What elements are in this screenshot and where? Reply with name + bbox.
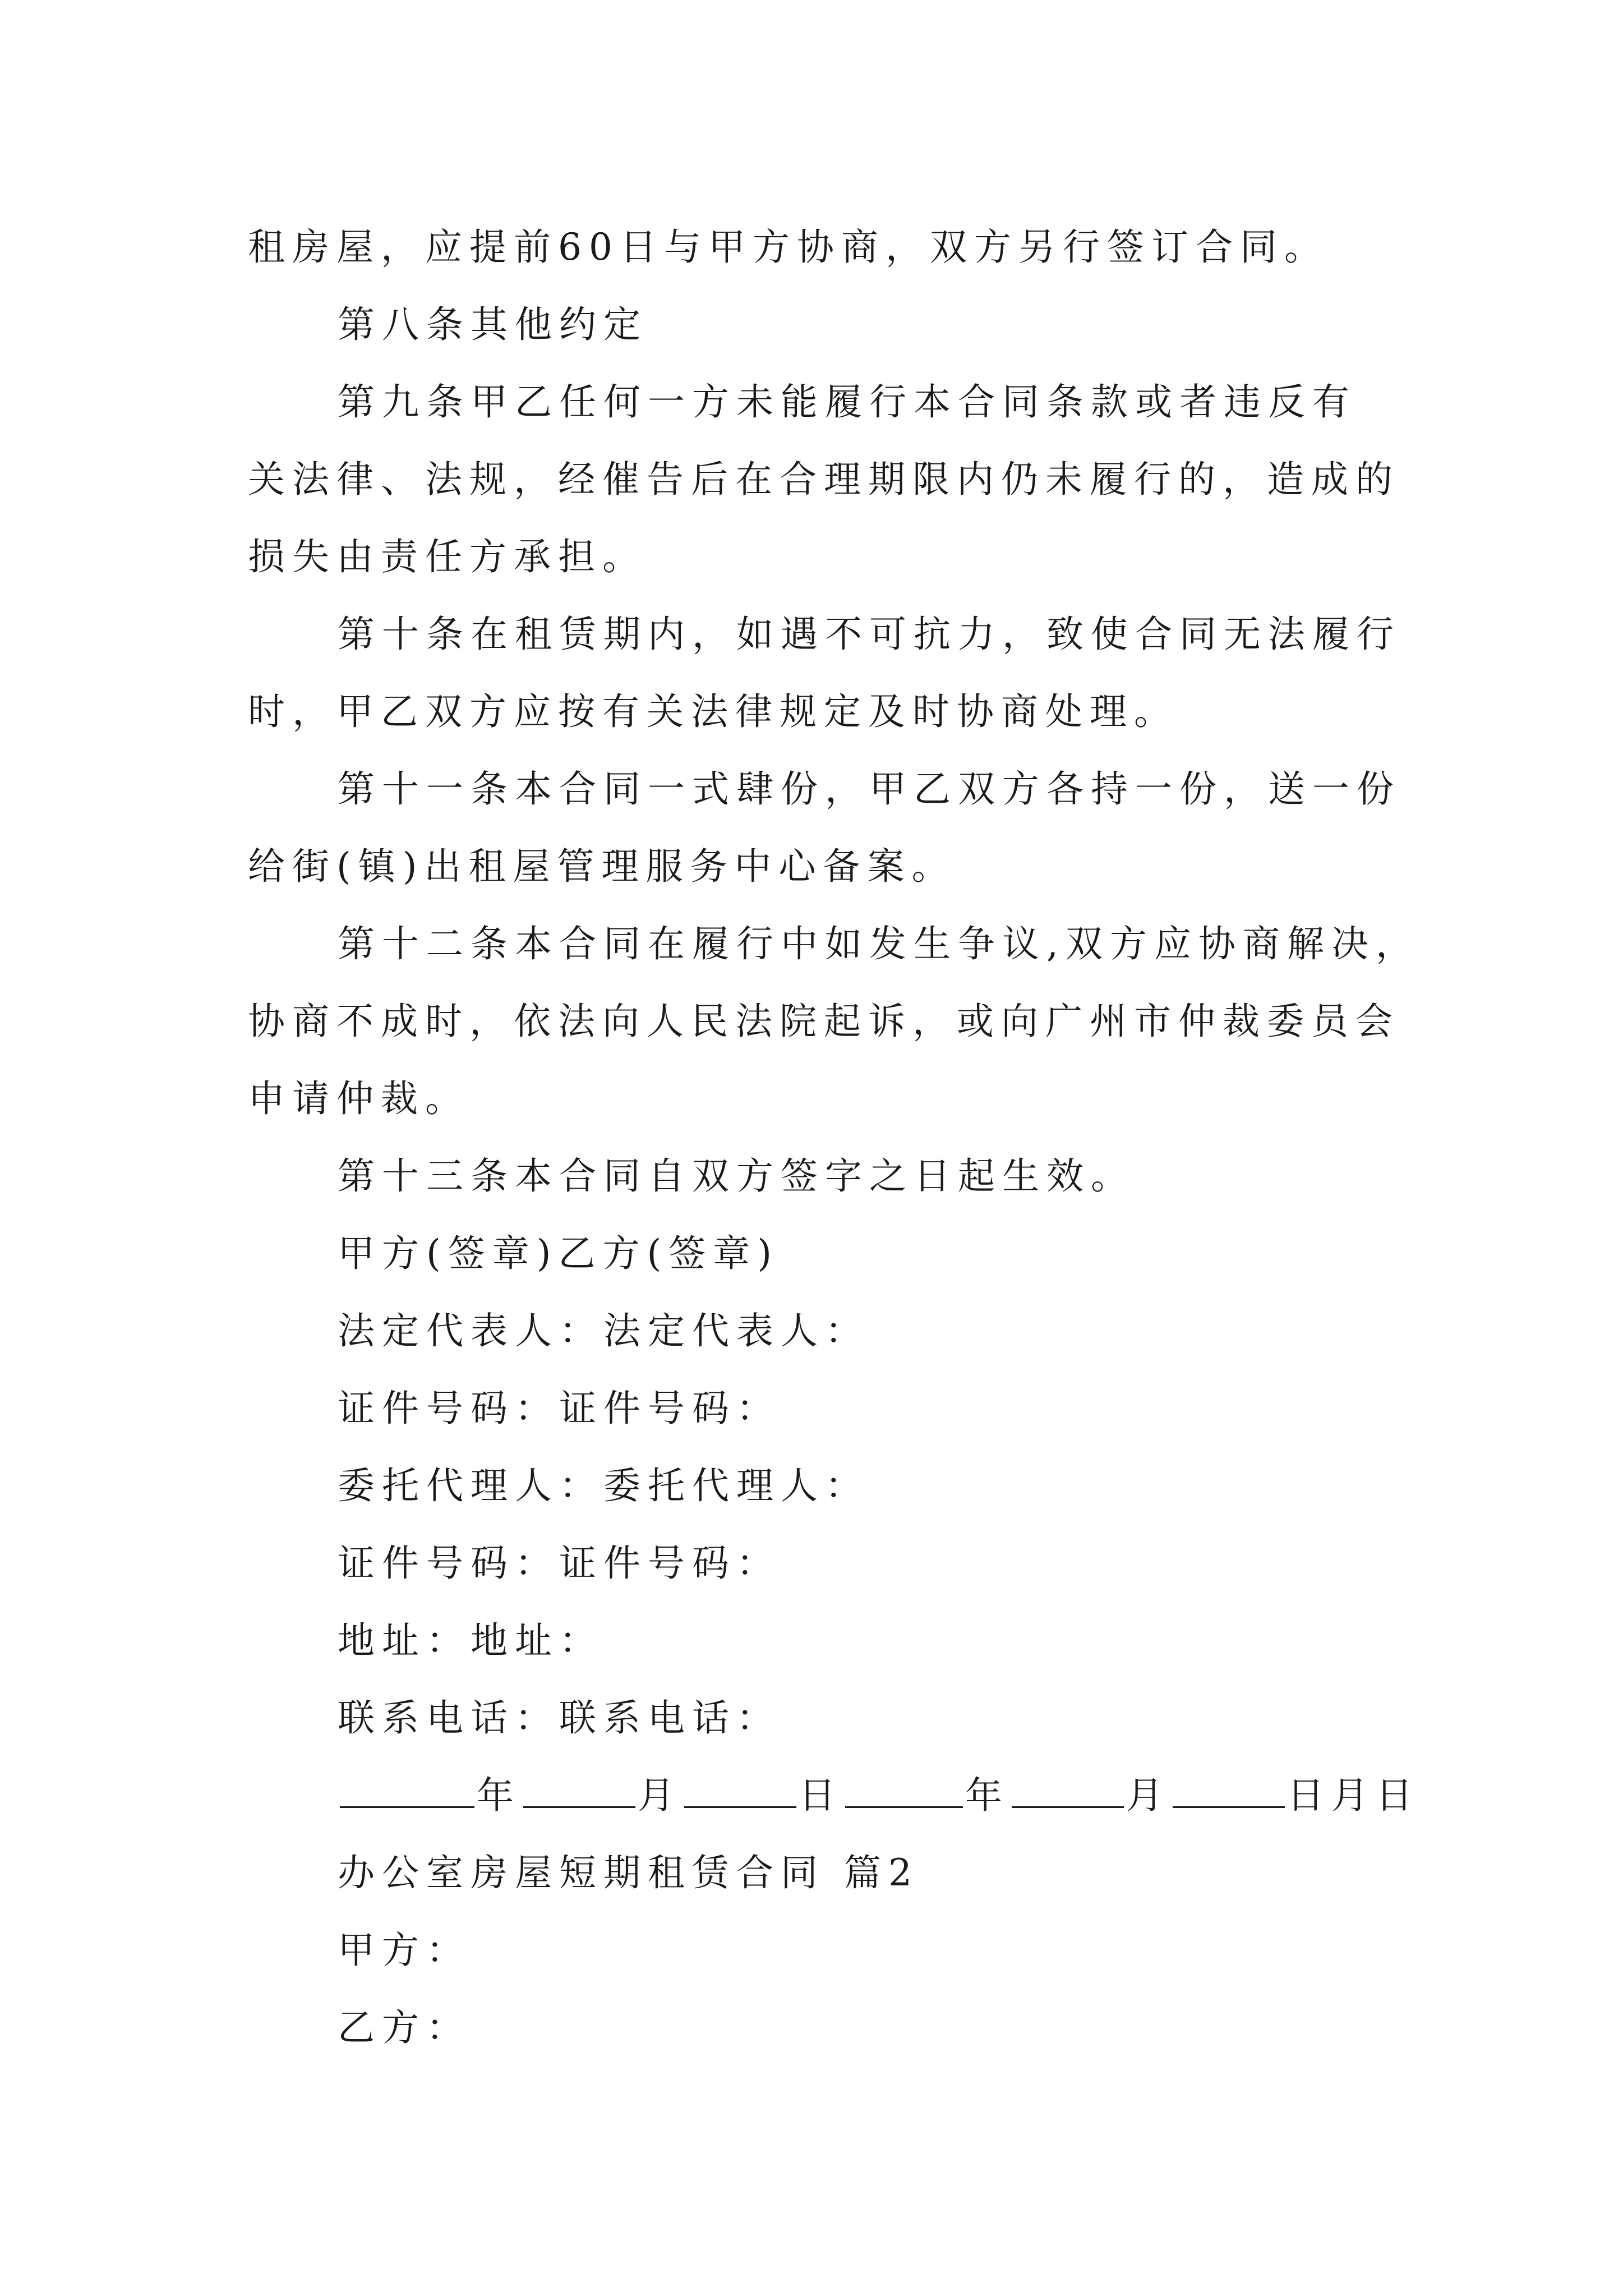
id-number-line: 证件号码：证件号码： bbox=[338, 1542, 781, 1585]
paragraph-line: 协商不成时，依法向人民法院起诉，或向广州市仲裁委员会 bbox=[248, 1000, 1400, 1043]
paragraph-line: 申请仲裁。 bbox=[248, 1077, 469, 1120]
section-title: 办公室房屋短期租赁合同 篇2 bbox=[338, 1851, 919, 1894]
day-label: 日月日 bbox=[1287, 1774, 1420, 1817]
party-b-label: 乙方： bbox=[338, 2006, 471, 2049]
article-11-line: 第十一条本合同一式肆份，甲乙双方各持一份，送一份 bbox=[338, 767, 1401, 811]
year-label: 年 bbox=[477, 1774, 521, 1817]
legal-representative-line: 法定代表人：法定代表人： bbox=[338, 1309, 869, 1352]
article-9-line: 第九条甲乙任何一方未能履行本合同条款或者违反有 bbox=[338, 380, 1357, 424]
month-label: 月 bbox=[638, 1774, 682, 1817]
date-line bbox=[248, 1757, 1420, 1834]
paragraph-line: 给街(镇)出租屋管理服务中心备案。 bbox=[248, 845, 956, 888]
document-body bbox=[248, 209, 1420, 2067]
paragraph-line: 损失由责任方承担。 bbox=[248, 535, 647, 578]
party-a-label: 甲方： bbox=[338, 1929, 471, 1972]
signature-heading: 甲方(签章)乙方(签章) bbox=[338, 1232, 779, 1275]
month-label: 月 bbox=[1126, 1774, 1170, 1817]
month-blank-2 bbox=[1012, 1767, 1124, 1808]
day-blank-1 bbox=[684, 1767, 796, 1808]
paragraph-line: 租房屋，应提前60日与甲方协商，双方另行签订合同。 bbox=[248, 226, 1329, 269]
article-10-line: 第十条在租赁期内，如遇不可抗力，致使合同无法履行 bbox=[338, 613, 1401, 656]
paragraph-line: 时，甲乙双方应按有关法律规定及时协商处理。 bbox=[248, 690, 1178, 733]
year-blank-1 bbox=[340, 1767, 474, 1808]
article-12-line: 第十二条本合同在履行中如发生争议,双方应协商解决， bbox=[338, 922, 1420, 965]
article-8-heading: 第八条其他约定 bbox=[338, 303, 648, 346]
agent-line: 委托代理人：委托代理人： bbox=[338, 1464, 869, 1507]
phone-line: 联系电话：联系电话： bbox=[338, 1696, 781, 1740]
year-blank-2 bbox=[845, 1767, 963, 1808]
id-number-line: 证件号码：证件号码： bbox=[338, 1387, 781, 1430]
day-label: 日 bbox=[799, 1774, 843, 1817]
year-label: 年 bbox=[965, 1774, 1009, 1817]
paragraph-line: 关法律、法规，经催告后在合理期限内仍未履行的，造成的 bbox=[248, 458, 1400, 501]
month-blank-1 bbox=[523, 1767, 635, 1808]
article-13-line: 第十三条本合同自双方签字之日起生效。 bbox=[338, 1154, 1135, 1198]
address-line: 地址：地址： bbox=[338, 1619, 603, 1662]
day-blank-2 bbox=[1173, 1767, 1285, 1808]
